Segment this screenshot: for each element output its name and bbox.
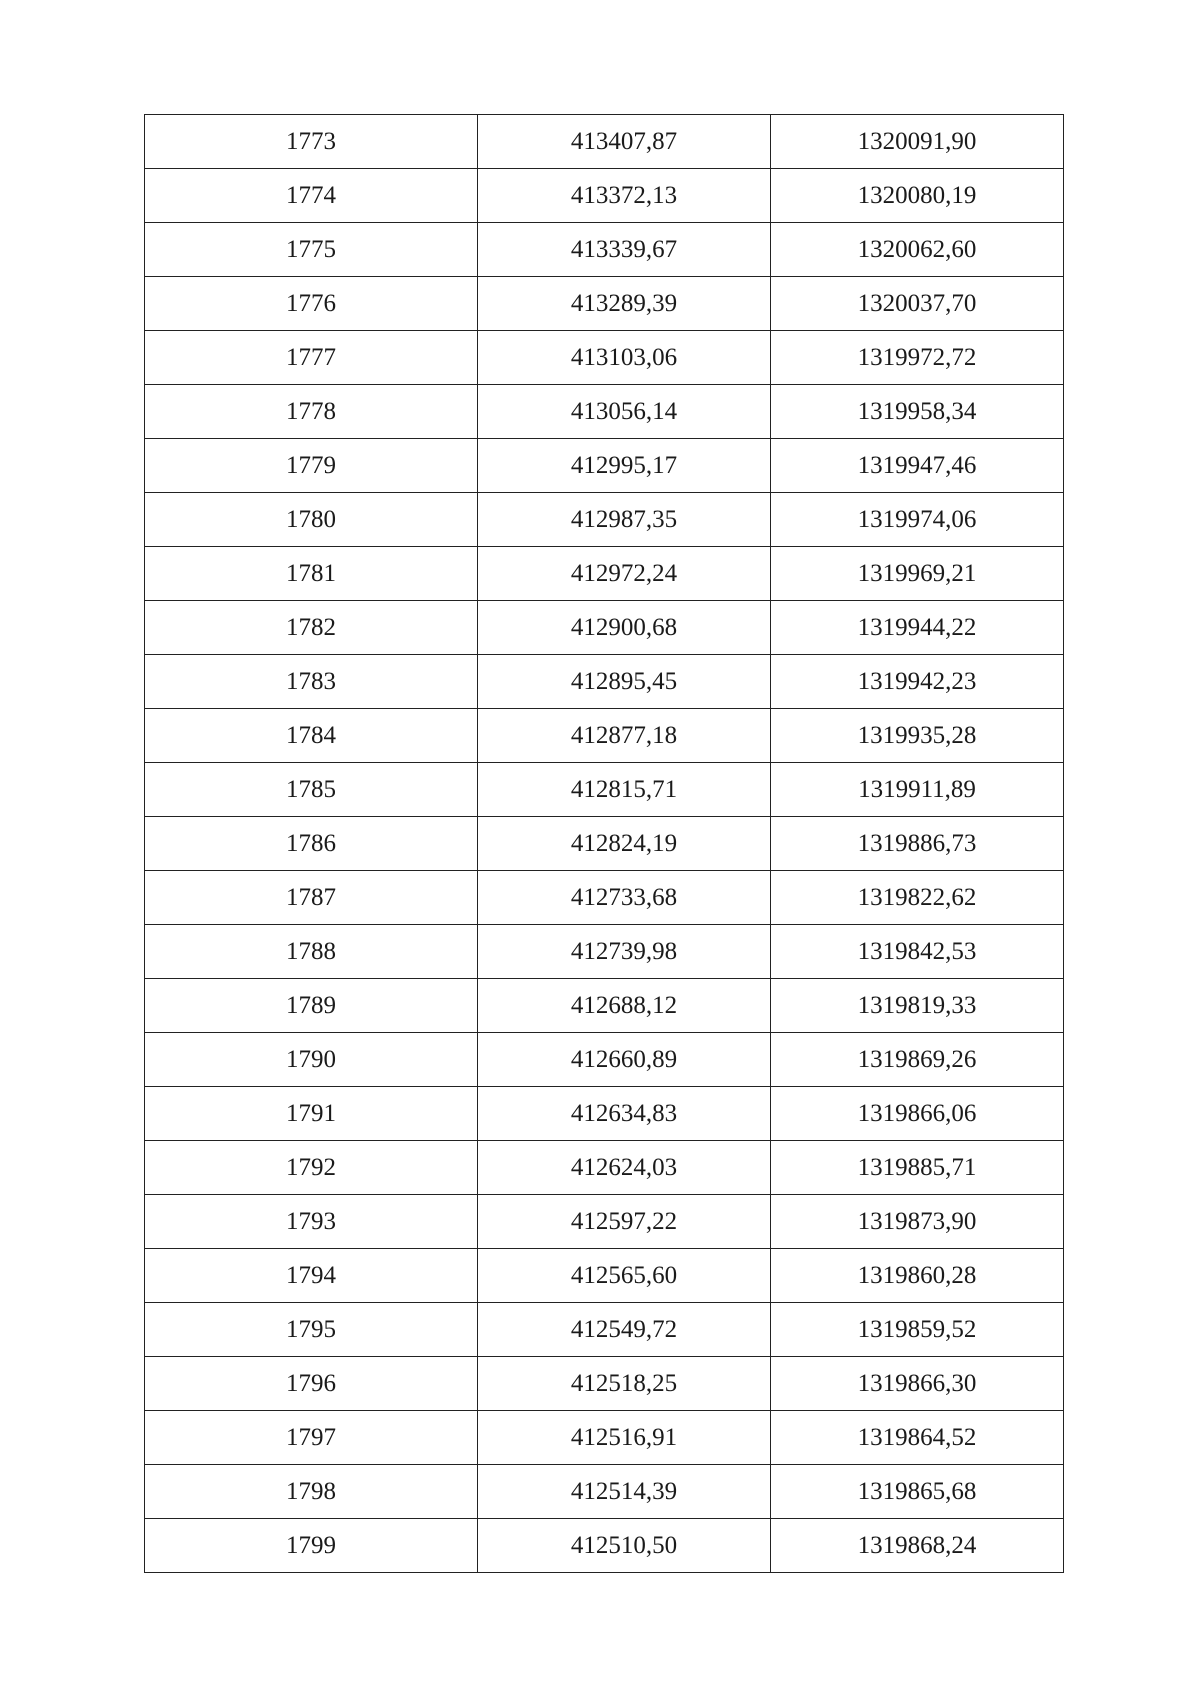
coordinates-table-body	[145, 115, 1064, 1573]
x-coordinate-cell: 413056,14	[478, 385, 771, 439]
x-coordinate-cell: 412733,68	[478, 871, 771, 925]
coordinates-table	[144, 114, 1064, 1573]
x-coordinate-cell: 413372,13	[478, 169, 771, 223]
point-number-cell: 1782	[145, 601, 478, 655]
table-row	[145, 655, 1064, 709]
y-coordinate-cell: 1319911,89	[771, 763, 1064, 817]
y-coordinate-cell: 1319944,22	[771, 601, 1064, 655]
table-row	[145, 979, 1064, 1033]
point-number-cell: 1779	[145, 439, 478, 493]
table-row	[145, 817, 1064, 871]
x-coordinate-cell: 412634,83	[478, 1087, 771, 1141]
table-row	[145, 1357, 1064, 1411]
y-coordinate-cell: 1319873,90	[771, 1195, 1064, 1249]
point-number-cell: 1796	[145, 1357, 478, 1411]
table-row	[145, 1303, 1064, 1357]
table-row	[145, 1087, 1064, 1141]
point-number-cell: 1784	[145, 709, 478, 763]
point-number-cell: 1778	[145, 385, 478, 439]
table-row	[145, 385, 1064, 439]
table-row	[145, 115, 1064, 169]
y-coordinate-cell: 1319819,33	[771, 979, 1064, 1033]
x-coordinate-cell: 413407,87	[478, 115, 771, 169]
table-row	[145, 763, 1064, 817]
y-coordinate-cell: 1319974,06	[771, 493, 1064, 547]
x-coordinate-cell: 412895,45	[478, 655, 771, 709]
y-coordinate-cell: 1319866,06	[771, 1087, 1064, 1141]
x-coordinate-cell: 412518,25	[478, 1357, 771, 1411]
x-coordinate-cell: 412987,35	[478, 493, 771, 547]
x-coordinate-cell: 412597,22	[478, 1195, 771, 1249]
y-coordinate-cell: 1320091,90	[771, 115, 1064, 169]
x-coordinate-cell: 412549,72	[478, 1303, 771, 1357]
table-row	[145, 1465, 1064, 1519]
point-number-cell: 1787	[145, 871, 478, 925]
point-number-cell: 1798	[145, 1465, 478, 1519]
y-coordinate-cell: 1319886,73	[771, 817, 1064, 871]
table-row	[145, 439, 1064, 493]
x-coordinate-cell: 412972,24	[478, 547, 771, 601]
x-coordinate-cell: 412624,03	[478, 1141, 771, 1195]
table-row	[145, 547, 1064, 601]
point-number-cell: 1783	[145, 655, 478, 709]
x-coordinate-cell: 412877,18	[478, 709, 771, 763]
y-coordinate-cell: 1319972,72	[771, 331, 1064, 385]
y-coordinate-cell: 1319958,34	[771, 385, 1064, 439]
table-row	[145, 277, 1064, 331]
x-coordinate-cell: 412739,98	[478, 925, 771, 979]
table-row	[145, 1411, 1064, 1465]
x-coordinate-cell: 412900,68	[478, 601, 771, 655]
point-number-cell: 1781	[145, 547, 478, 601]
x-coordinate-cell: 413289,39	[478, 277, 771, 331]
table-row	[145, 223, 1064, 277]
table-row	[145, 1519, 1064, 1573]
point-number-cell: 1789	[145, 979, 478, 1033]
y-coordinate-cell: 1320080,19	[771, 169, 1064, 223]
point-number-cell: 1780	[145, 493, 478, 547]
x-coordinate-cell: 412565,60	[478, 1249, 771, 1303]
table-row	[145, 1195, 1064, 1249]
point-number-cell: 1793	[145, 1195, 478, 1249]
y-coordinate-cell: 1319842,53	[771, 925, 1064, 979]
y-coordinate-cell: 1319866,30	[771, 1357, 1064, 1411]
y-coordinate-cell: 1319869,26	[771, 1033, 1064, 1087]
point-number-cell: 1774	[145, 169, 478, 223]
y-coordinate-cell: 1319942,23	[771, 655, 1064, 709]
x-coordinate-cell: 412815,71	[478, 763, 771, 817]
point-number-cell: 1797	[145, 1411, 478, 1465]
table-row	[145, 331, 1064, 385]
point-number-cell: 1777	[145, 331, 478, 385]
point-number-cell: 1788	[145, 925, 478, 979]
point-number-cell: 1790	[145, 1033, 478, 1087]
point-number-cell: 1785	[145, 763, 478, 817]
table-row	[145, 1033, 1064, 1087]
x-coordinate-cell: 412510,50	[478, 1519, 771, 1573]
y-coordinate-cell: 1319935,28	[771, 709, 1064, 763]
table-row	[145, 871, 1064, 925]
table-row	[145, 709, 1064, 763]
x-coordinate-cell: 412516,91	[478, 1411, 771, 1465]
table-row	[145, 169, 1064, 223]
point-number-cell: 1795	[145, 1303, 478, 1357]
point-number-cell: 1794	[145, 1249, 478, 1303]
table-row	[145, 1141, 1064, 1195]
y-coordinate-cell: 1319947,46	[771, 439, 1064, 493]
table-row	[145, 1249, 1064, 1303]
y-coordinate-cell: 1320037,70	[771, 277, 1064, 331]
point-number-cell: 1791	[145, 1087, 478, 1141]
x-coordinate-cell: 412824,19	[478, 817, 771, 871]
y-coordinate-cell: 1319859,52	[771, 1303, 1064, 1357]
x-coordinate-cell: 412995,17	[478, 439, 771, 493]
point-number-cell: 1776	[145, 277, 478, 331]
y-coordinate-cell: 1319969,21	[771, 547, 1064, 601]
y-coordinate-cell: 1319868,24	[771, 1519, 1064, 1573]
x-coordinate-cell: 412660,89	[478, 1033, 771, 1087]
x-coordinate-cell: 413103,06	[478, 331, 771, 385]
point-number-cell: 1792	[145, 1141, 478, 1195]
y-coordinate-cell: 1319860,28	[771, 1249, 1064, 1303]
x-coordinate-cell: 412688,12	[478, 979, 771, 1033]
point-number-cell: 1775	[145, 223, 478, 277]
x-coordinate-cell: 412514,39	[478, 1465, 771, 1519]
x-coordinate-cell: 413339,67	[478, 223, 771, 277]
table-row	[145, 925, 1064, 979]
y-coordinate-cell: 1319822,62	[771, 871, 1064, 925]
table-row	[145, 601, 1064, 655]
y-coordinate-cell: 1320062,60	[771, 223, 1064, 277]
table-row	[145, 493, 1064, 547]
point-number-cell: 1799	[145, 1519, 478, 1573]
y-coordinate-cell: 1319865,68	[771, 1465, 1064, 1519]
y-coordinate-cell: 1319885,71	[771, 1141, 1064, 1195]
y-coordinate-cell: 1319864,52	[771, 1411, 1064, 1465]
point-number-cell: 1786	[145, 817, 478, 871]
point-number-cell: 1773	[145, 115, 478, 169]
